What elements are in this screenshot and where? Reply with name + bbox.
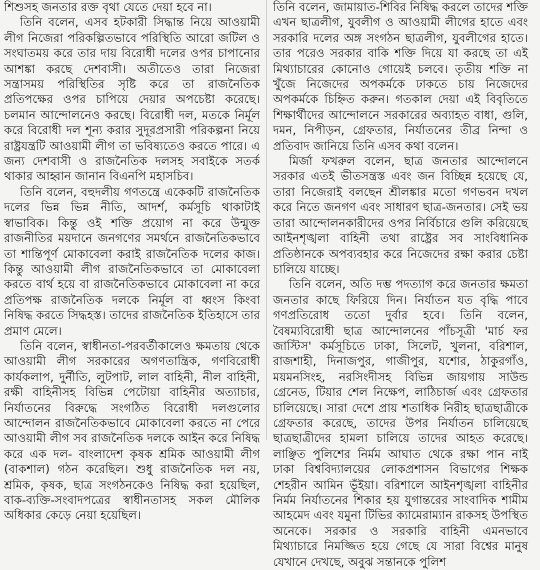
article-paragraph: মির্জা ফখরুল বলেন, ছাত্র জনতার আন্দোলনে সরকার এতই ভীতসন্ত্রস্ত এবং জন বিচ্ছিন্ন হয়েছে যে, তারা নিজেরাই বলছেন শ্রীলঙ্কার মতো গণভবন দখল করে নিতে জনগণ এবং সাধারণ ছাত্র-জনতার। সেই ভয় তারা আন্দোলনকারীদের ওপর নির্বিচারে গুলি করিয়েছে আইনশৃঙ্খলা বাহিনী তথা রাষ্ট্রের সব সাংবিধানিক প্রতিষ্ঠানকে অপব্যবহার করে নিজেদের রক্ষা করার চেষ্টা চালিয়ে যাচ্ছে। (273, 154, 528, 276)
article-paragraph: তিনি বলেন, এসব হটকারী সিদ্ধান্ত নিয়ে আওয়ামী লীগ নিজেরা পরিকল্পিতভাবে পরিস্থিতি আরো জটিল ও সংঘাতময় করে তার দায় বিরোধী দলের ওপর চাপানোর আশঙ্কা করছে দেশবাসী। অতীতেও তারা নিজেরা সন্ত্রাসময় পরিস্থিতির সৃষ্টি করে তা রাজনৈতিক প্রতিপক্ষের ওপর চাপিয়ে দেয়ার অপচেষ্টা করেছে। চলমান আন্দোলনেও করছে। বিরোধী দল, মতকে নির্মূল করে বিরোধী দল শূন্য করার সুদূরপ্রসারী পরিকল্পনা নিয়ে রাষ্ট্রযন্ত্রটি আওয়ামী লীগ তা ভবিষ্যতেও করতে পারে। এ জন্য দেশবাসী ও রাজনৈতিক দলসহ সবাইকে সতর্ক থাকার আহ্বান জানান বিএনপি মহাসচিব। (4, 15, 260, 184)
article-paragraph: তিনি বলেন, স্বাধীনতা-পরবর্তীকালেও ক্ষমতায় থেকে আওয়ামী লীগ সরকারের অগণতান্ত্রিক, গণবিরোধী কার্যকলাপ, দুর্নীতি, লুটপাট, লাল বাহিনী, নীল বাহিনী, রক্ষী বাহিনীসহ বিভিন্ন পেটোয়া বাহিনীর অত্যাচার, নির্যাতনের বিরুদ্ধে সংগঠিত বিরোধী দলগুলোর আন্দোলন রাজনৈতিকভাবে মোকাবেলা করতে না পেরে আওয়ামী লীগ সব রাজনৈতিক দলকে আইন করে নিষিদ্ধ করে এক দল- বাংলাদেশ কৃষক শ্রমিক আওয়ামী লীগ (বাকশাল) গঠন করেছিল। শুধু রাজনৈতিক দল নয়, শ্রমিক, কৃষক, ছাত্র সংগঠনকেও নিষিদ্ধ করা হয়েছিল, বাক-ব্যক্তি-সংবাদপত্রের স্বাধীনতাসহ সকল মৌলিক অধিকার কেড়ে নেয়া হয়েছিল। (4, 338, 260, 523)
article-paragraph: তিনি বলেন, অতি দম্ভ পদত্যাগ করে জনতার ক্ষমতা জনতার কাছে ফিরিয়ে দিন। নির্যাতন যত বৃদ্ধি পাবে গণপ্রতিরোধ ততো দুর্বার হবে। তিনি বলেন, বৈষম্যবিরোধী ছাত্র আন্দোলনের পাঁচসূত্রী 'মার্চ ফর জাস্টিস' কর্মসূচিতে ঢাকা, সিলেট, খুলনা, বরিশাল, রাজশাহী, দিনাজপুর, গাজীপুর, যশোর, ঠাকুরগাঁও, ময়মনসিংহ, নরসিংদীসহ বিভিন্ন জায়গায় সাউন্ড গ্রেনেড, টিয়ার শেল নিক্ষেপ, লাঠিচার্জ এবং গ্রেফতার চালিয়েছে। সারা দেশে প্রায় শতাধিক নিরীহ ছাত্রছাত্রীকে গ্রেফতার করেছে, তাদের উপর নির্যাতন চালিয়েছে ছাত্রছাত্রীদের হামলা চালিয়ে তাদের আহত করেছে। লাঞ্ছিত পুলিশের নির্মম আঘাত থেকে রক্ষা পান নাই ঢাকা বিশ্ববিদ্যালয়ের লোকপ্রশাসন বিভাগের শিক্ষক শেহরীন আমিন ভূঁইয়া। বরিশালে আইনশৃঙ্খলা বাহিনীর নির্মম নির্যাতনের শিকার হয় যুগান্তরের সাংবাদিক শামীম আহমেদ এবং যমুনা টিভির ক্যামেরাম্যান রাকসহ উপস্থিত অনেকে। সরকার ও সরকারি বাহিনী এমনভাবে মিথ্যাচারে নিমজ্জিত হয়ে গেছে যে সারা বিশ্বের মানুষ যেখানে দেখছে, অবুঝ সন্তানকে পুলিশ (273, 277, 528, 569)
article-column-right (266, 0, 528, 569)
article-column-left (4, 0, 266, 523)
article-paragraph: তিনি বলেন, বহুদলীয় গণতন্ত্রে একেকটি রাজনৈতিক দলের ভিন্ন ভিন্ন নীতি, আদর্শ, কর্মসূচি থাকাটাই স্বাভাবিক। কিন্তু ওই শক্তি প্রয়োগ না করে উন্মুক্ত রাজনীতির ময়দানে জনগণের সমর্থনে রাজনৈতিকভাবে তা শান্তিপূর্ণ মোকাবেলা করাই রাজনৈতিক দলের কাজ। কিন্তু আওয়ামী লীগ রাজনৈতিকভাবে তা মোকাবেলা করতে বার্থ হয়ে বা রাজনৈতিকভাবে মোকাবেলা না করে প্রতিপক্ষ রাজনৈতিক দলকে নির্মূল বা ধ্বংস কিংবা নিষিদ্ধ করতে সিদ্ধহস্ত। তাদের রাজনৈতিক ইতিহাসে তার প্রমাণ মেলে। (4, 184, 260, 338)
article-paragraph: তিনি বলেন, জামায়াত-শিবির নিষিদ্ধ করলে তাদের শক্তি এখন ছাত্রলীগ, যুবলীগ ও আওয়ামী লীগের হাতে এবং সরকারি দলের অঙ্গ সংগঠন ছাত্রলীগ, যুবলীগের হাতে। তার পরেও সরকার বাকি শক্তি দিয়ে যা করছে তা এই মিথ্যাচারের কোনোও গোয়েই চলবে। তৃতীয় শক্তি না খুঁজে নিজেদের অপকর্মকে ঢাকতে চায় নিজেদের অপকর্মকে চিহ্নিত করুন। গতকাল দেয়া এই বিবৃতিতে শিক্ষার্থীদের আন্দোলনে সরকারের অব্যাহত বাধা, গুলি, দমন, নিপীড়ন, গ্রেফতার, নির্যাতনের তীব্র নিন্দা ও প্রতিবাদ জানিয়ে তিনি এসব কথা বলেন। (273, 0, 528, 153)
article-paragraph: শিশুসহ জনতার রক্ত বৃথা যেতে দেয়া হবে না। (4, 0, 212, 14)
